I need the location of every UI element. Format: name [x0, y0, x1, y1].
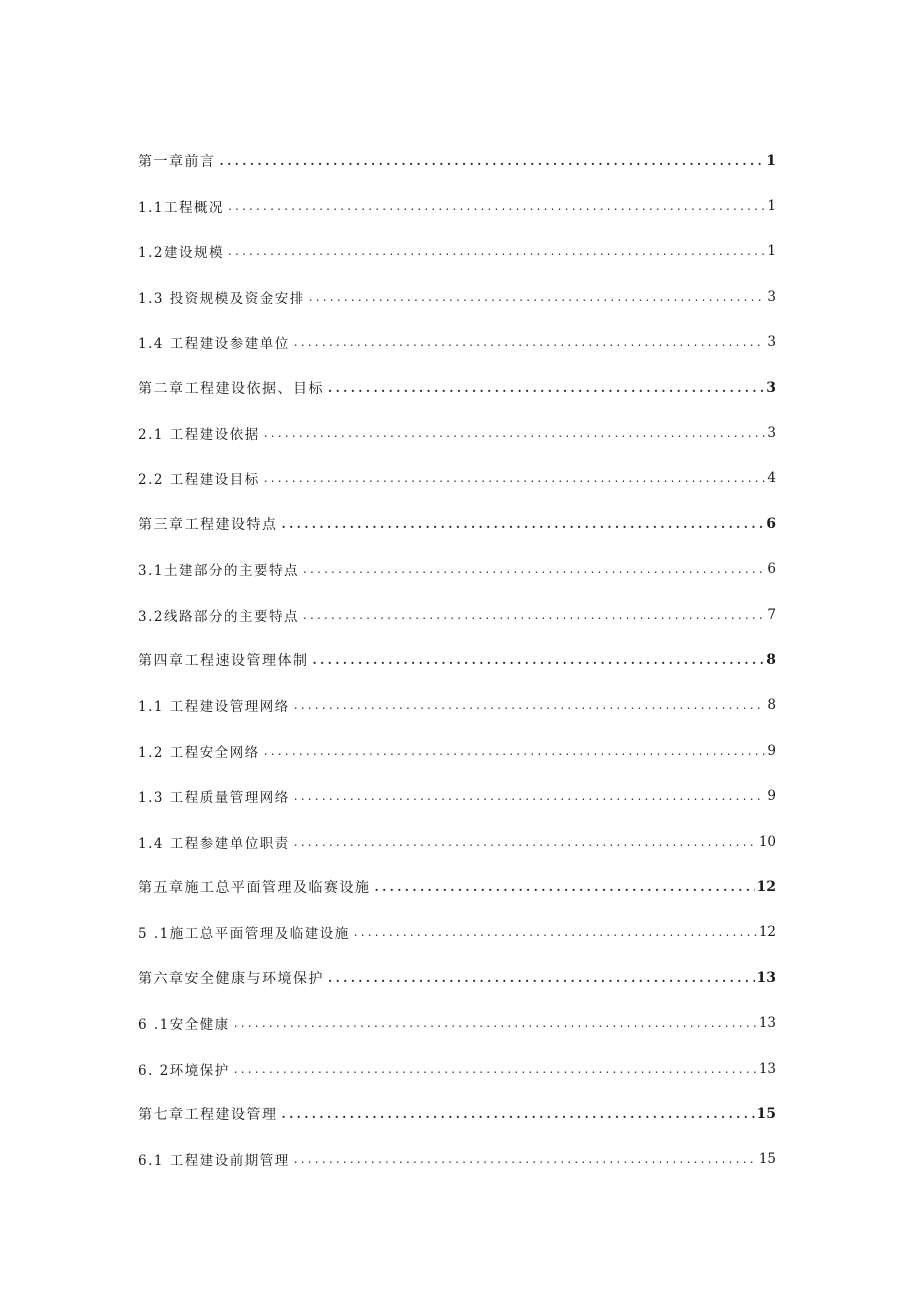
- toc-page-number: 8: [766, 651, 776, 668]
- toc-page-number: 3: [767, 425, 776, 442]
- toc-leader-dots: [234, 1062, 757, 1076]
- toc-entry-label: 1.3 投资规模及资金安排: [138, 290, 305, 307]
- toc-entry[interactable]: [138, 1000, 776, 1045]
- toc-page-number: 3: [767, 288, 776, 305]
- toc-entry-label: 1.3 工程质量管理网络: [138, 790, 290, 807]
- toc-leader-dots: [328, 971, 755, 985]
- toc-entry-label: 1.4 工程建设参建单位: [138, 336, 290, 353]
- toc-leader-dots: [303, 608, 765, 622]
- toc-page-number: 12: [756, 878, 776, 895]
- toc-entry-label: 第三章工程建设特点: [138, 516, 278, 533]
- toc-leader-dots: [294, 698, 766, 712]
- toc-leader-dots: [228, 199, 765, 213]
- toc-entry[interactable]: [138, 547, 776, 592]
- toc-page-number: 9: [767, 788, 776, 805]
- toc-entry-label: 6 .1安全健康: [138, 1017, 230, 1034]
- toc-entry[interactable]: [138, 183, 776, 228]
- toc-page-number: 1: [767, 243, 776, 260]
- toc-entry-label: 第一章前言: [138, 153, 216, 170]
- toc-leader-dots: [328, 381, 764, 395]
- toc-entry[interactable]: [138, 637, 776, 682]
- toc-entry[interactable]: [138, 683, 776, 728]
- toc-page-number: 8: [767, 697, 776, 714]
- toc-entry[interactable]: [138, 1091, 776, 1136]
- toc-leader-dots: [294, 1152, 757, 1166]
- toc-leader-dots: [264, 744, 766, 758]
- toc-leader-dots: [264, 426, 766, 440]
- toc-page-number: 13: [756, 969, 776, 986]
- toc-page-number: 7: [767, 606, 776, 623]
- toc-page-number: 15: [758, 1151, 776, 1168]
- toc-page-number: 1: [766, 152, 776, 169]
- toc-entry[interactable]: [138, 138, 776, 183]
- toc-leader-dots: [282, 1107, 755, 1121]
- toc-entry[interactable]: [138, 410, 776, 455]
- toc-entry[interactable]: [138, 274, 776, 319]
- toc-entry-label: 1.2建设规模: [138, 245, 224, 262]
- toc-leader-dots: [294, 335, 766, 349]
- toc-entry[interactable]: [138, 1046, 776, 1091]
- toc-leader-dots: [234, 1016, 757, 1030]
- toc-leader-dots: [303, 562, 765, 576]
- toc-entry-label: 第四章工程速设管理体制: [138, 652, 309, 669]
- toc-page-number: 13: [758, 1060, 776, 1077]
- toc-page-number: 13: [758, 1015, 776, 1032]
- toc-page-number: 3: [767, 334, 776, 351]
- toc-entry-label: 6.1 工程建设前期管理: [138, 1153, 290, 1170]
- toc-entry-label: 第六章安全健康与环境保护: [138, 970, 324, 987]
- toc-entry-label: 1.2 工程安全网络: [138, 744, 260, 761]
- toc-entry-label: 1.1工程概况: [138, 200, 224, 217]
- toc-entry-label: 6. 2环境保护: [138, 1062, 230, 1079]
- toc-page-number: 6: [767, 561, 776, 578]
- toc-entry[interactable]: [138, 819, 776, 864]
- toc-page-number: 4: [767, 470, 776, 487]
- toc-leader-dots: [294, 789, 766, 803]
- toc-entry[interactable]: [138, 955, 776, 1000]
- toc-page-number: 1: [767, 198, 776, 215]
- toc-entry[interactable]: [138, 592, 776, 637]
- toc-leader-dots: [309, 290, 766, 304]
- toc-leader-dots: [282, 517, 765, 531]
- toc-entry-label: 3.1土建部分的主要特点: [138, 563, 299, 580]
- toc-entry-label: 第七章工程建设管理: [138, 1106, 278, 1123]
- toc-entry-label: 2.2 工程建设目标: [138, 472, 260, 489]
- toc-leader-dots: [264, 471, 766, 485]
- toc-entry-label: 第二章工程建设依据、目标: [138, 380, 324, 397]
- toc-leader-dots: [313, 653, 765, 667]
- toc-entry[interactable]: [138, 501, 776, 546]
- toc-leader-dots: [294, 835, 757, 849]
- toc-page-number: 9: [767, 742, 776, 759]
- toc-entry[interactable]: [138, 229, 776, 274]
- toc-page-number: 15: [756, 1105, 776, 1122]
- toc-entry[interactable]: [138, 728, 776, 773]
- toc-leader-dots: [354, 925, 757, 939]
- toc-page-number: 6: [766, 515, 776, 532]
- toc-entry-label: 第五章施工总平面管理及临赛设施: [138, 879, 371, 896]
- toc-entry[interactable]: [138, 773, 776, 818]
- toc-page-number: 10: [758, 833, 776, 850]
- toc-entry-label: 1.4 工程参建单位职责: [138, 835, 290, 852]
- toc-page-number: 3: [766, 379, 776, 396]
- toc-entry-label: 2.1 工程建设依据: [138, 427, 260, 444]
- table-of-contents: [138, 138, 776, 1182]
- toc-entry[interactable]: [138, 320, 776, 365]
- toc-entry[interactable]: [138, 864, 776, 909]
- toc-entry-label: 1.1 工程建设管理网络: [138, 699, 290, 716]
- toc-leader-dots: [220, 154, 765, 168]
- toc-leader-dots: [375, 880, 755, 894]
- toc-entry-label: 3.2线路部分的主要特点: [138, 608, 299, 625]
- toc-entry[interactable]: [138, 910, 776, 955]
- toc-entry-label: 5 .1施工总平面管理及临建设施: [138, 926, 350, 943]
- toc-entry[interactable]: [138, 365, 776, 410]
- toc-page-number: 12: [758, 924, 776, 941]
- toc-entry[interactable]: [138, 1137, 776, 1182]
- toc-entry[interactable]: [138, 456, 776, 501]
- toc-leader-dots: [228, 244, 765, 258]
